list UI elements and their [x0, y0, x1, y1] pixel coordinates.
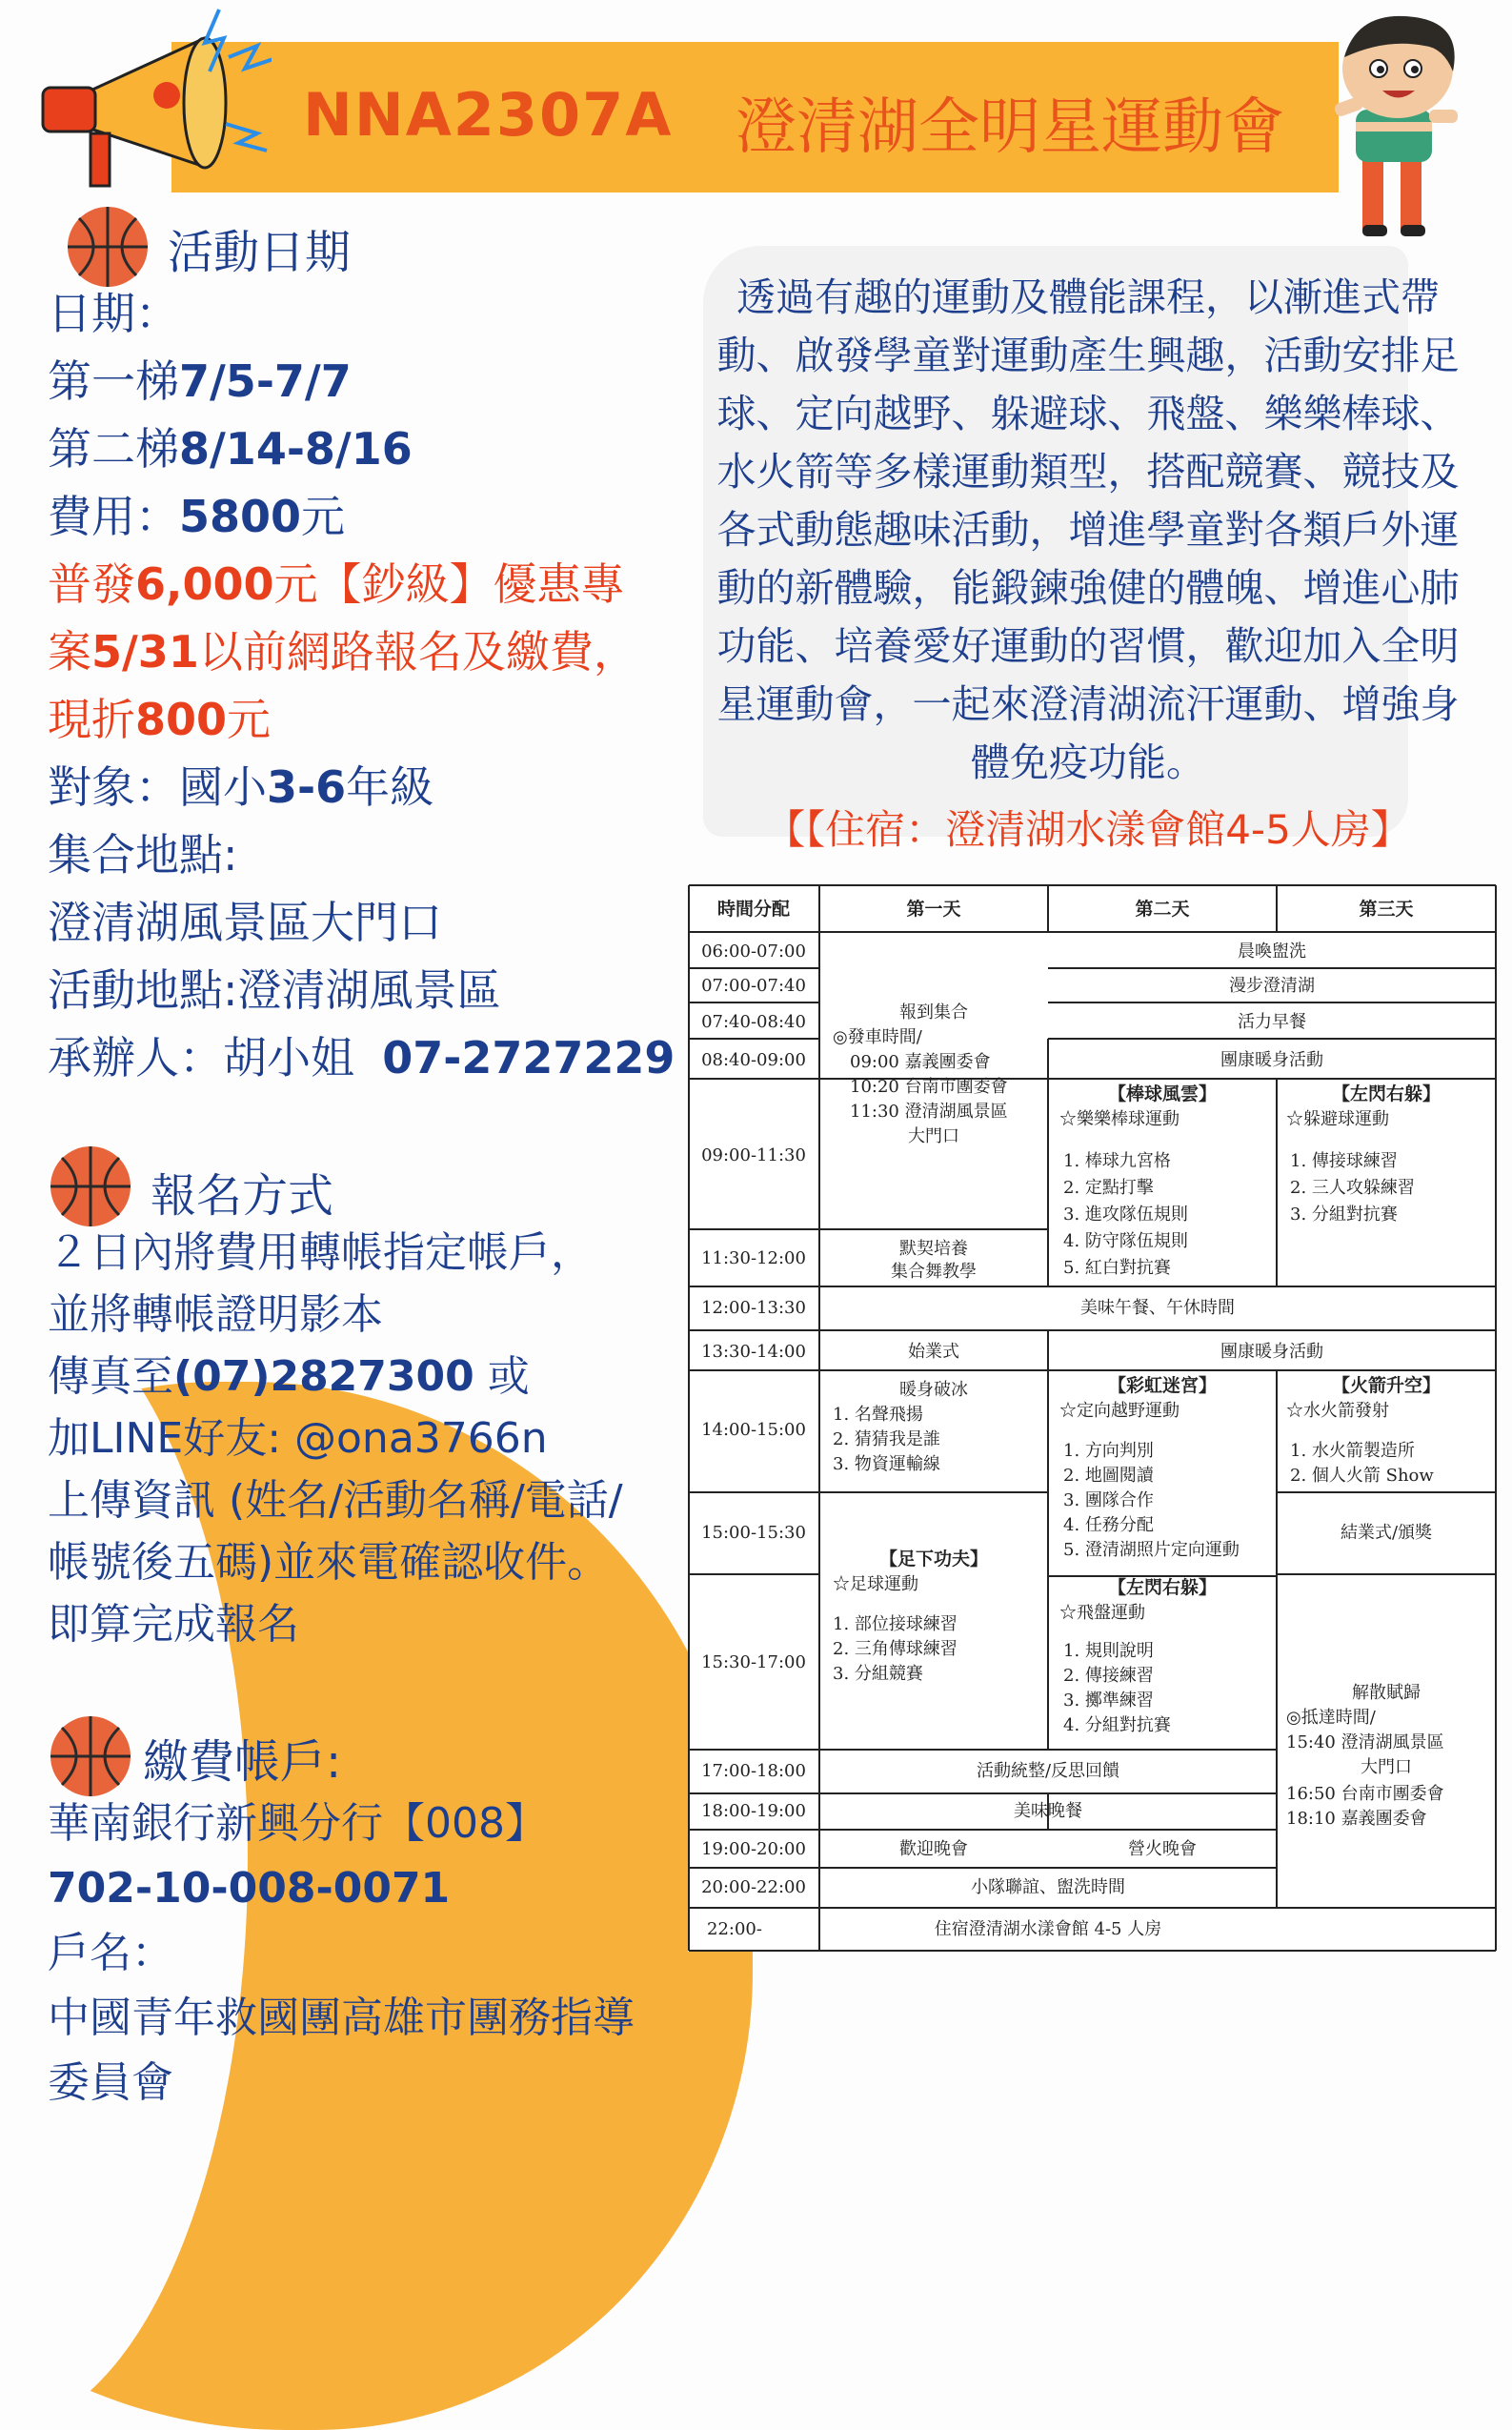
cell: ☆樂樂棒球運動	[1059, 1109, 1179, 1129]
cell: ☆飛盤運動	[1059, 1603, 1145, 1623]
header-day3: 第三天	[1359, 899, 1414, 920]
cell: 默契培養	[899, 1239, 968, 1259]
cell: 2. 猜猜我是誰	[833, 1429, 940, 1449]
cell: 【足下功夫】	[878, 1549, 989, 1569]
cell: 漫步澄清湖	[1229, 976, 1315, 996]
time-slot: 18:00-19:00	[701, 1801, 806, 1821]
cell: 【彩虹迷宮】	[1107, 1375, 1218, 1396]
fee: 費用：5800元	[48, 491, 346, 542]
lodging-note: 【【住宿：澄清湖水漾會館4-5人房】	[765, 806, 1411, 853]
signup-line: 即算完成報名	[48, 1600, 299, 1649]
basketball-icon	[65, 204, 151, 290]
cell: 2. 地圖閱讀	[1063, 1466, 1154, 1486]
signup-heading: 報名方式	[151, 1169, 334, 1223]
cell: 【棒球風雲】	[1107, 1083, 1218, 1104]
cell: ☆足球運動	[833, 1574, 918, 1594]
intro-text: 透過有趣的運動及體能課程，以漸進式帶 動、啟發學童對運動產生興趣，活動安排足 球、定向越野、躲避球、飛盤、樂樂棒球、 水火箭等多樣運動類型，搭配競賽、競技及 各式動態趣味活動，增進學童對各類戶外運 動的新體驗，能鍛鍊強健的體魄、增進心肺 功能、培養愛好運動的習慣，歡迎加入全明 星運動會，一起來澄清湖流汗運動、增強身 體免疫功能。	[716, 274, 1460, 785]
cell: 2. 傳接練習	[1063, 1666, 1154, 1686]
cell: ☆水火箭發射	[1286, 1401, 1389, 1421]
cell: 1. 傳接球練習	[1290, 1151, 1398, 1171]
cell: 小隊聯誼、盥洗時間	[971, 1877, 1125, 1897]
contact: 承辦人：胡小姐 07-2727229	[48, 1032, 675, 1083]
title-banner	[171, 42, 1339, 192]
cell: 4. 防守隊伍規則	[1063, 1231, 1188, 1251]
payment-heading: 繳費帳戶:	[143, 1735, 342, 1789]
payment-details	[48, 1792, 635, 2116]
promo-line-1: 普發6,000元【鈔級】優惠專	[48, 558, 625, 610]
time-slot: 06:00-07:00	[701, 942, 806, 962]
time-slot: 20:00-22:00	[701, 1877, 806, 1897]
holder-name: 委員會	[48, 2058, 173, 2107]
time-slot: 22:00-	[707, 1919, 762, 1939]
page-title: 澄清湖全明星運動會	[736, 92, 1284, 163]
cell: 團康暖身活動	[1220, 1050, 1323, 1070]
cell: 解散賦歸	[1352, 1683, 1421, 1703]
basketball-icon	[48, 1144, 133, 1229]
cell: ☆定向越野運動	[1059, 1401, 1179, 1421]
cell: 10:20 台南市團委會	[850, 1077, 1008, 1097]
cell: 活動統整/反思回饋	[976, 1761, 1120, 1781]
cell: 2. 三人攻躲練習	[1290, 1178, 1415, 1198]
header-day1: 第一天	[906, 899, 961, 920]
cell: 2. 定點打擊	[1063, 1178, 1154, 1198]
cell: 1. 棒球九宮格	[1063, 1151, 1171, 1171]
cell: 1. 部位接球練習	[833, 1614, 958, 1634]
time-slot: 17:00-18:00	[701, 1761, 806, 1781]
date-label: 日期：	[48, 288, 179, 339]
cell: 1. 規則說明	[1063, 1641, 1154, 1661]
cell: 美味午餐、午休時間	[1080, 1298, 1235, 1318]
cell: 3. 團隊合作	[1063, 1490, 1154, 1510]
date-details	[48, 280, 675, 1092]
fax-line: 傳真至(07)2827300 或	[48, 1352, 530, 1401]
time-slot: 15:00-15:30	[701, 1523, 806, 1543]
cell: 1. 名聲飛揚	[833, 1405, 923, 1425]
cell: 【左閃右躲】	[1107, 1577, 1218, 1598]
meeting-place: 澄清湖風景區大門口	[48, 897, 442, 948]
cell: 2. 個人火箭 Show	[1290, 1466, 1434, 1486]
cell: 團康暖身活動	[1220, 1342, 1323, 1362]
time-slot: 08:40-09:00	[701, 1050, 806, 1070]
time-slot: 09:00-11:30	[701, 1145, 806, 1165]
bank-name: 華南銀行新興分行【008】	[48, 1799, 547, 1848]
holder-name: 中國青年救國團高雄市團務指導	[48, 1994, 635, 2042]
time-slot: 15:30-17:00	[701, 1652, 806, 1672]
cell: 集合舞教學	[891, 1262, 977, 1282]
promo-line-2: 案5/31以前網路報名及繳費，	[48, 626, 637, 678]
cell: 3. 分組競賽	[833, 1664, 923, 1684]
batch-1: 第一梯7/5-7/7	[48, 355, 352, 407]
cell: 09:00 嘉義團委會	[850, 1052, 991, 1072]
account-number: 702-10-008-0071	[48, 1864, 451, 1913]
signup-line: 上傳資訊 (姓名/活動名稱/電話/	[48, 1476, 623, 1525]
cell: ◎發車時間/	[833, 1027, 922, 1047]
time-slot: 07:40-08:40	[701, 1012, 806, 1032]
cell: 【左閃右躲】	[1331, 1083, 1441, 1104]
cell: 11:30 澄清湖風景區	[850, 1102, 1008, 1122]
course-code: NNA2307A	[303, 80, 674, 150]
schedule-table	[688, 884, 1497, 1952]
header-day2: 第二天	[1135, 899, 1190, 920]
holder-label: 戶名：	[48, 1929, 173, 1977]
cell: 暖身破冰	[899, 1380, 968, 1400]
time-slot: 19:00-20:00	[701, 1839, 806, 1859]
cell: 大門口	[1361, 1757, 1412, 1777]
basketball-icon	[48, 1713, 133, 1799]
megaphone-icon	[24, 0, 272, 219]
promo-line-3: 現折800元	[48, 694, 272, 745]
cell: 15:40 澄清湖風景區	[1286, 1732, 1444, 1752]
cell: 2. 三角傳球練習	[833, 1639, 958, 1659]
cell: 晨喚盥洗	[1238, 942, 1306, 962]
signup-details	[48, 1222, 623, 1655]
cell: 16:50 台南市團委會	[1286, 1784, 1444, 1804]
cell: ◎抵達時間/	[1286, 1708, 1376, 1728]
meeting-label: 集合地點:	[48, 829, 238, 881]
date-heading: 活動日期	[168, 226, 352, 279]
cell: 4. 分組對抗賽	[1063, 1715, 1171, 1735]
cell: 歡迎晚會	[899, 1839, 968, 1859]
cell: 1. 水火箭製造所	[1290, 1441, 1415, 1461]
signup-line: 並將轉帳證明影本	[48, 1290, 383, 1339]
venue: 活動地點:澄清湖風景區	[48, 964, 501, 1016]
cell: 始業式	[908, 1342, 959, 1362]
cartoon-boy-icon	[1310, 10, 1491, 243]
cell: 住宿澄清湖水漾會館 4-5 人房	[934, 1919, 1162, 1939]
cell: 5. 澄清湖照片定向運動	[1063, 1540, 1240, 1560]
time-slot: 14:00-15:00	[701, 1420, 806, 1440]
cell: 報到集合	[899, 1002, 968, 1023]
cell: 營火晚會	[1128, 1839, 1197, 1859]
cell: 3. 物資運輸線	[833, 1454, 940, 1474]
cell: 1. 方向判別	[1063, 1441, 1154, 1461]
cell: 【火箭升空】	[1331, 1375, 1441, 1396]
signup-line: 帳號後五碼)並來電確認收件。	[48, 1538, 610, 1587]
cell: 美味晚餐	[1014, 1801, 1082, 1821]
cell: 活力早餐	[1238, 1012, 1306, 1032]
cell: 4. 任務分配	[1063, 1515, 1154, 1535]
cell: 5. 紅白對抗賽	[1063, 1258, 1171, 1278]
time-slot: 13:30-14:00	[701, 1342, 806, 1362]
batch-2: 第二梯8/14-8/16	[48, 423, 413, 475]
time-slot: 12:00-13:30	[701, 1298, 806, 1318]
time-slot: 11:30-12:00	[701, 1248, 806, 1268]
cell: 3. 分組對抗賽	[1290, 1205, 1398, 1225]
cell: ☆躲避球運動	[1286, 1109, 1389, 1129]
cell: 3. 進攻隊伍規則	[1063, 1205, 1188, 1225]
line-id: 加LINE好友: @ona3766n	[48, 1414, 548, 1463]
cell: 結業式/頒獎	[1340, 1523, 1433, 1543]
cell: 3. 擲準練習	[1063, 1691, 1154, 1711]
header-time: 時間分配	[716, 899, 791, 920]
time-slot: 07:00-07:40	[701, 976, 806, 996]
target: 對象：國小3-6年級	[48, 761, 434, 813]
cell: 18:10 嘉義團委會	[1286, 1809, 1427, 1829]
signup-line: ２日內將費用轉帳指定帳戶，	[48, 1228, 593, 1277]
cell: 大門口	[908, 1126, 959, 1146]
